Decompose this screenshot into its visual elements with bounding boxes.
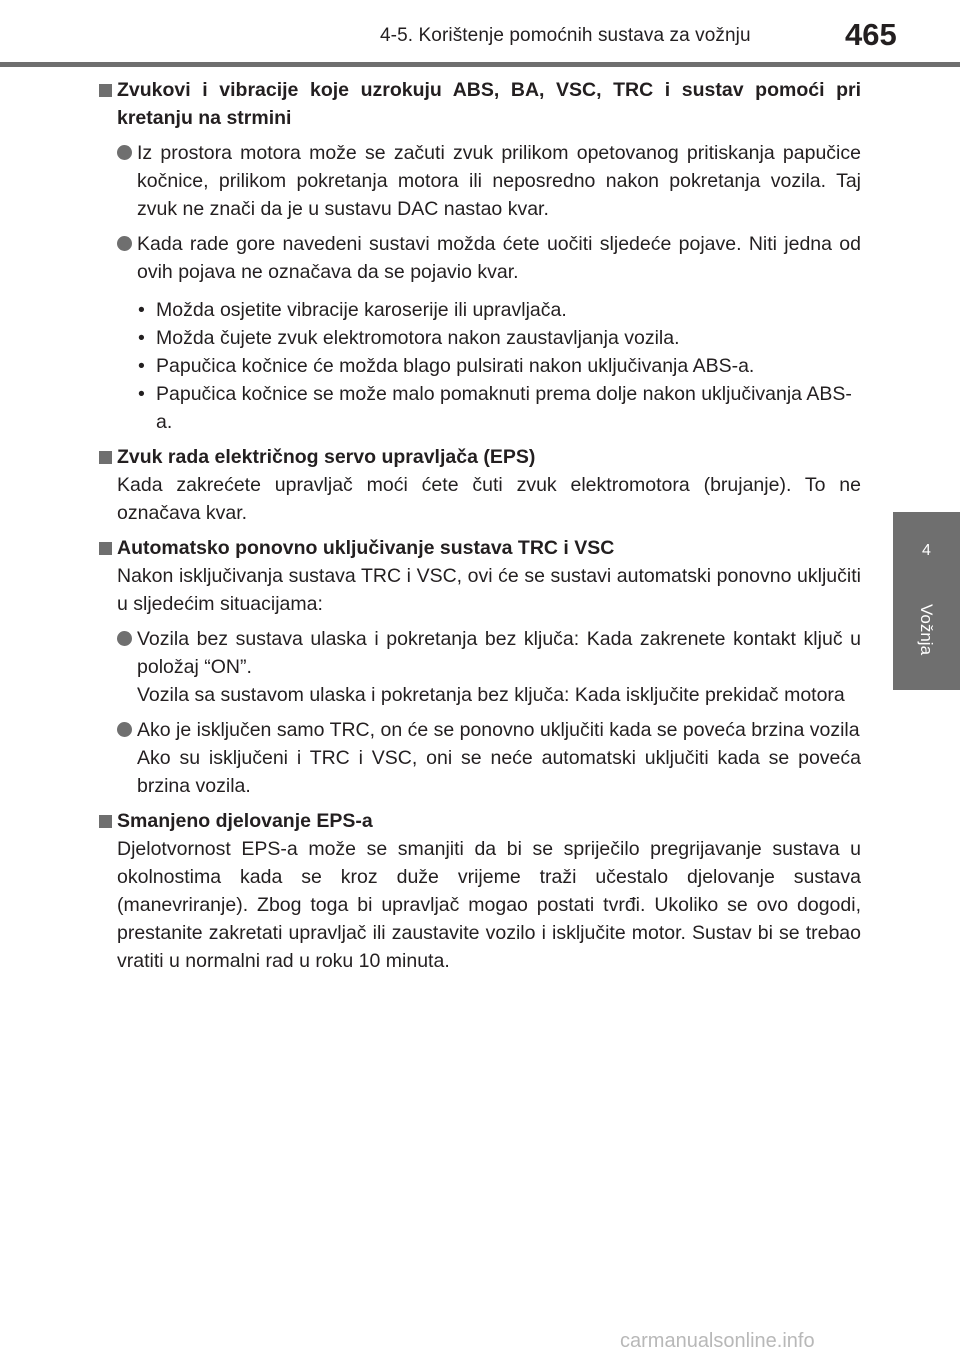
bullet-item: • Papučica kočnice se može malo pomaknuti prema dolje nakon uključivanja ABS-a. (138, 383, 852, 433)
circle-bullet-icon (117, 145, 132, 160)
square-bullet-icon (99, 542, 112, 555)
section-text: Djelotvornost EPS-a može se smanjiti da bi se spriječilo pregrijavanje sustava u okolnostima kada se kroz duže vrijeme traži učestalo djelovanje sustava (manevriranje). Zbog toga bi upravljač mogao postati tvrđi. Ukoliko se ovo dogodi, prestanite zakretati upravljač ili zaustavite vozilo i isključite motor. Sustav bi se trebao vratiti u normalni rad u roku 10 minuta. (117, 838, 861, 972)
circle-bullet-icon (117, 631, 132, 646)
section-title: Zvuk rada električnog servo upravljača (EPS) (97, 443, 861, 471)
section-trc-vsc-reactivation (97, 534, 861, 800)
bullet-item: • Papučica kočnice će možda blago pulsirati nakon uključivanja ABS-a. (138, 355, 755, 377)
section-title: Zvukovi i vibracije koje uzrokuju ABS, BA, VSC, TRC i sustav pomoći pri kretanju na strmini (97, 76, 861, 132)
bullet-item: • Možda osjetite vibracije karoserije ili upravljača. (138, 299, 567, 321)
chapter-side-tab[interactable] (893, 512, 960, 690)
list-item: Kada rade gore navedeni sustavi možda ćete uočiti sljedeće pojave. Niti jedna od ovih pojava ne označava da se pojavio kvar. (97, 230, 861, 286)
section-eps-sound (97, 443, 861, 527)
watermark: carmanualsonline.info (620, 1330, 815, 1352)
page-number: 465 (845, 17, 897, 52)
section-abs-sounds (97, 76, 861, 436)
page-content (97, 76, 861, 975)
section-eps-reduced (97, 807, 861, 975)
circle-bullet-icon (117, 236, 132, 251)
bullet-item: • Možda čujete zvuk elektromotora nakon zaustavljanja vozila. (138, 327, 680, 349)
square-bullet-icon (99, 84, 112, 97)
section-text: Nakon isključivanja sustava TRC i VSC, ovi će se sustavi automatski ponovno uključiti u sljedećim situacijama: (117, 565, 861, 615)
square-bullet-icon (99, 815, 112, 828)
section-title: Smanjeno djelovanje EPS-a (97, 807, 861, 835)
section-header-title: 4-5. Korištenje pomoćnih sustava za vožnju (380, 25, 751, 46)
chapter-number: 4 (922, 542, 931, 559)
list-item: Ako je isključen samo TRC, on će se ponovno uključiti kada se poveća brzina vozila Ako su isključeni i TRC i VSC, oni se neće automatski uključiti kada se poveća brzina vozila. (97, 716, 861, 800)
section-title: Automatsko ponovno uključivanje sustava TRC i VSC (97, 534, 861, 562)
header-divider (0, 62, 960, 67)
circle-bullet-icon (117, 722, 132, 737)
square-bullet-icon (99, 451, 112, 464)
section-text: Kada zakrećete upravljač moći ćete čuti zvuk elektromotora (brujanje). To ne označava kvar. (117, 474, 861, 524)
bullet-list (97, 296, 861, 436)
list-item: Vozila bez sustava ulaska i pokretanja bez ključa: Kada zakrenete kontakt ključ u položaj “ON”. Vozila sa sustavom ulaska i pokretanja bez ključa: Kada isključite prekidač motora (97, 625, 861, 709)
chapter-label: Vožnja (917, 604, 936, 656)
list-item: Iz prostora motora može se začuti zvuk prilikom opetovanog pritiskanja papučice kočnice, prilikom pokretanja motora ili neposredno nakon pokretanja vozila. Taj zvuk ne znači da je u sustavu DAC nastao kvar. (97, 139, 861, 223)
